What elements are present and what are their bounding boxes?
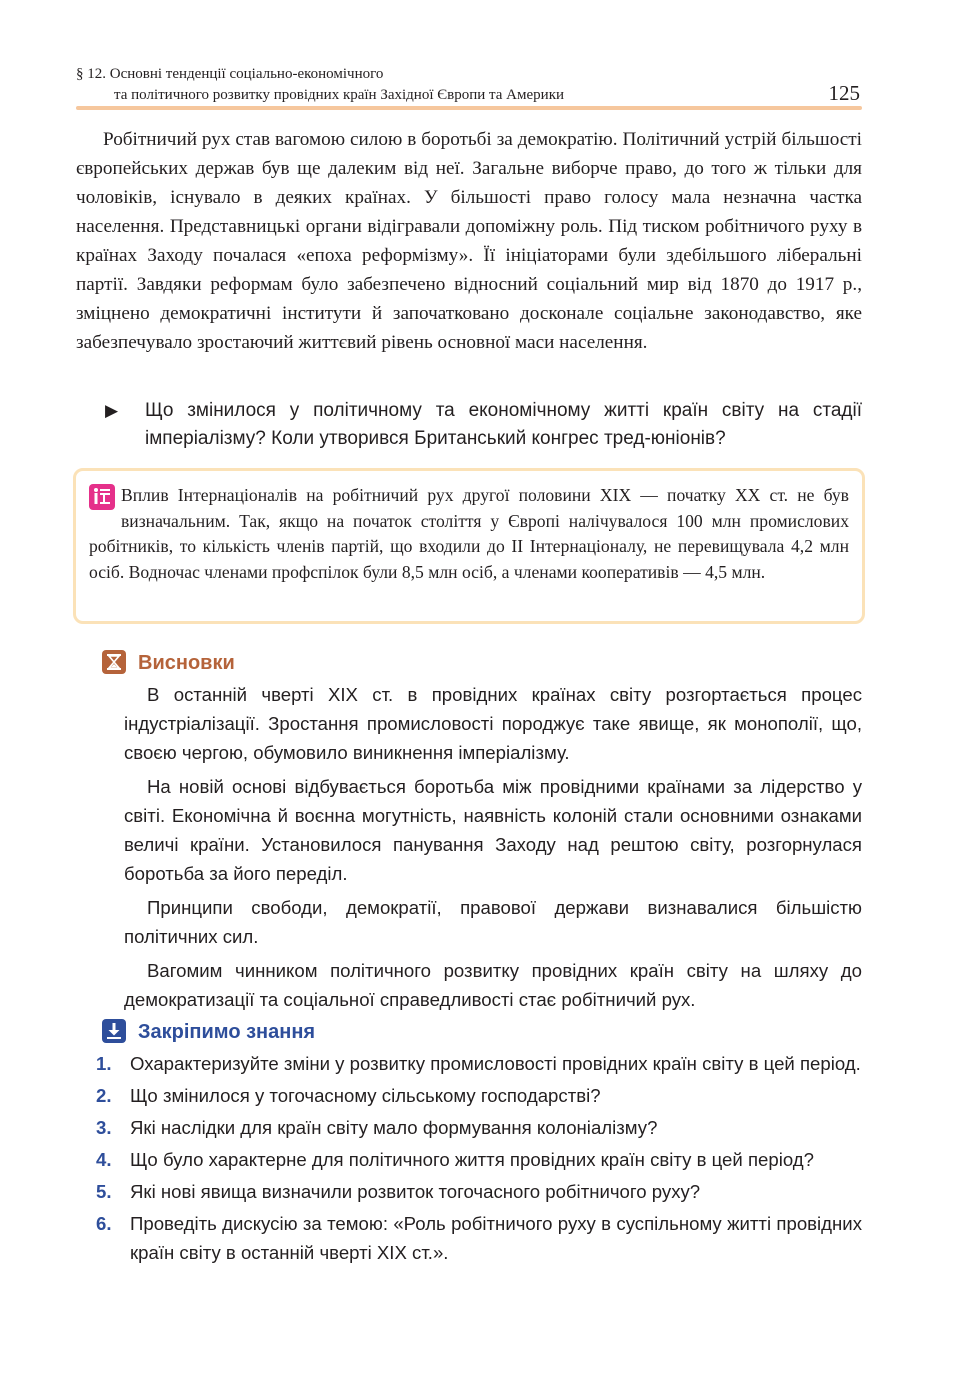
item-number: 1. xyxy=(96,1053,112,1074)
conclusion-paragraph: На новій основі відбувається боротьба між провідними країнами за лідерство у світі. Економічна й воєнна могутність, наявність колоній стали основними ознаками величі країни. Установилося панування Заходу над рештою світу, розгорнулася боротьба за його переділ. xyxy=(124,776,862,884)
info-box-text: Вплив Інтернаціоналів на робітничий рух другої половини XIX — початку XX ст. не був визначальним. Так, якщо на початок століття у Європі налічувалося 100 млн промислових робітників, то кількість членів партій, що входили до II Інтернаціоналу, не перевищувала 4,2 млн осіб. Водночас членами профспілок були 8,5 млн осіб, а членами кооперативів — 4,5 млн. xyxy=(89,485,849,582)
conclusions-body xyxy=(124,680,862,1019)
download-arrow-icon xyxy=(102,1019,126,1043)
item-text: Які нові явища визначили розвиток тогочасного робітничого руху? xyxy=(130,1181,701,1202)
list-item xyxy=(96,1081,862,1110)
item-number: 2. xyxy=(96,1085,112,1106)
running-header xyxy=(76,64,862,110)
item-number: 6. xyxy=(96,1213,112,1234)
conclusion-paragraph: В останній чверті XIX ст. в провідних країнах світу розгортається процес індустріалізації. Зростання промисловості породжує таке явище, як монополії, що, своєю чергою, обумовило виникнення імперіалізму. xyxy=(124,684,862,763)
list-item xyxy=(96,1113,862,1142)
info-book-icon xyxy=(89,484,115,510)
review-question xyxy=(105,397,862,453)
item-number: 5. xyxy=(96,1181,112,1202)
review-heading xyxy=(102,1019,315,1044)
list-item xyxy=(96,1049,862,1078)
item-text: Що було характерне для політичного життя провідних країн світу в цей період? xyxy=(130,1149,814,1170)
page-number: 125 xyxy=(828,81,860,105)
header-rule xyxy=(76,106,862,110)
chapter-title-line-2: та політичного розвитку провідних країн Західної Європи та Америки xyxy=(114,87,565,103)
item-number: 4. xyxy=(96,1149,112,1170)
conclusion-paragraph: Принципи свободи, демократії, правової держави визнавалися більшістю політичних сил. xyxy=(124,897,862,947)
hourglass-icon xyxy=(102,650,126,674)
list-item xyxy=(96,1177,862,1206)
conclusions-heading xyxy=(102,650,235,675)
item-text: Які наслідки для країн світу мало формування колоніалізму? xyxy=(130,1117,658,1138)
item-text: Проведіть дискусію за темою: «Роль робітничого руху в суспільному житті провідних країн світу в останній чверті XIX ст.». xyxy=(130,1213,862,1263)
chapter-title-line-1: § 12. Основні тенденції соціально-економічного xyxy=(76,66,384,82)
question-text: Що змінилося у політичному та економічному житті країн світу на стадії імперіалізму? Коли утворився Британський конгрес тред-юніонів? xyxy=(145,400,862,449)
list-item xyxy=(96,1145,862,1174)
conclusion-paragraph: Вагомим чинником політичного розвитку провідних країн світу на шляху до демократизації та соціальної справедливості стає робітничий рух. xyxy=(124,960,862,1010)
info-box xyxy=(73,468,865,624)
review-title: Закріпимо знання xyxy=(138,1021,316,1043)
item-text: Охарактеризуйте зміни у розвитку промисловості провідних країн світу в цей період. xyxy=(130,1053,861,1074)
conclusions-title: Висновки xyxy=(138,652,235,674)
list-item xyxy=(96,1209,862,1267)
item-number: 3. xyxy=(96,1117,112,1138)
item-text: Що змінилося у тогочасному сільському господарстві? xyxy=(130,1085,601,1106)
intro-paragraph: Робітничий рух став вагомою силою в боротьбі за демократію. Політичний устрій більшості європейських держав був ще далеким від неї. Загальне виборче право, до того ж тільки для чоловіків, існувало в деяких країнах. У більшості право голосу мала незначна частка населення. Представницькі органи відігравали допоміжну роль. Під тиском робітничого руху в країнах Заходу почалася «епоха реформізму». Її ініціаторами були здебільшого ліберальні партії. Завдяки реформам було забезпечено відносний соціальний мир від 1870 до 1917 р., зміцнено демократичні інститути й започатковано досконале соціальне законодавство, яке забезпечувало зростаючий життєвий рівень основної маси населення. xyxy=(76,129,862,353)
review-questions-list xyxy=(96,1049,862,1270)
chapter-title xyxy=(76,64,564,106)
triangle-bullet-icon: ▶ xyxy=(105,401,119,420)
